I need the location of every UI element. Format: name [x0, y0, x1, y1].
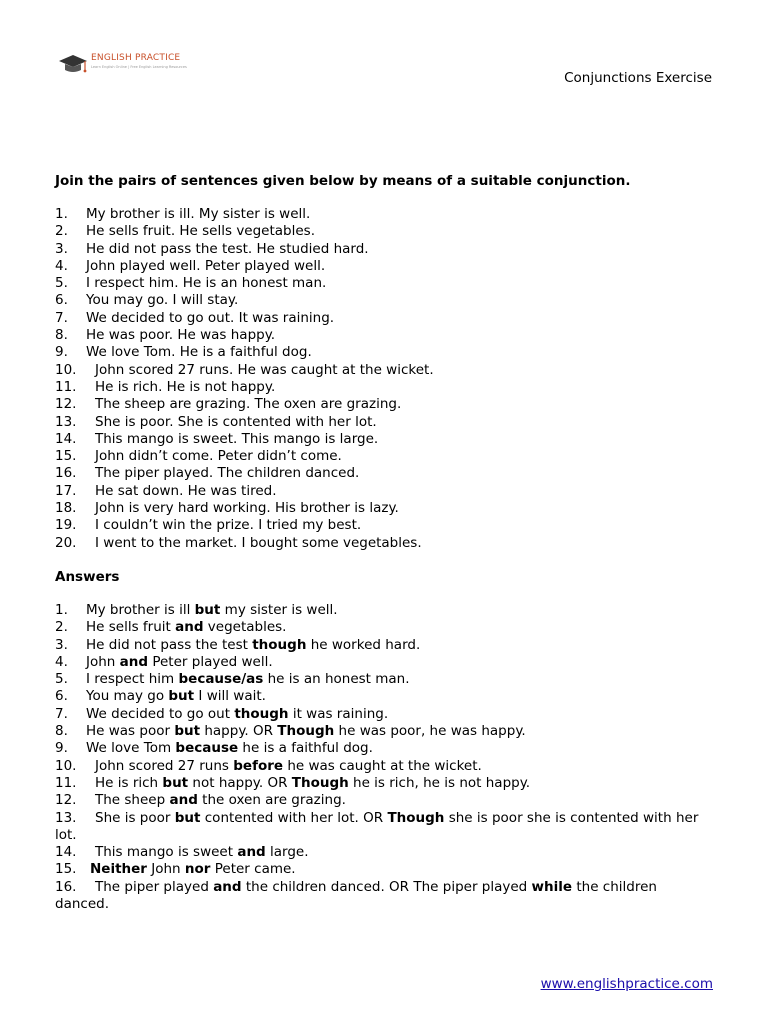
answer-number: 4.: [55, 653, 68, 670]
question-number: 18.: [55, 500, 77, 517]
answer-text: He is rich: [95, 774, 163, 791]
answer-item: [55, 602, 715, 619]
answer-number: 7.: [55, 705, 68, 722]
question-text: She is poor. She is contented with her lot.: [95, 413, 377, 430]
question-text: John is very hard working. His brother is lazy.: [95, 500, 399, 517]
question-item: [55, 241, 715, 258]
answer-number: 1.: [55, 602, 68, 618]
answer-text: he was poor, he was happy.: [334, 723, 526, 740]
answer-conjunction: Neither: [90, 861, 147, 878]
question-text: He sells fruit. He sells vegetables.: [86, 223, 315, 240]
answer-number: 15.: [55, 861, 77, 878]
question-number: 12.: [55, 396, 77, 413]
question-text: This mango is sweet. This mango is large.: [95, 430, 379, 447]
answer-number: 12.: [55, 792, 77, 809]
answer-item: [55, 792, 715, 809]
answer-item: [55, 775, 715, 792]
answer-number: 2.: [55, 619, 68, 636]
question-number: 3.: [55, 240, 68, 257]
logo-text: ENGLISH PRACTICE: [91, 53, 181, 63]
answer-number: 8.: [55, 723, 68, 740]
question-number: 19.: [55, 517, 77, 534]
answer-conjunction: but: [174, 809, 201, 826]
question-text: You may go. I will stay.: [86, 292, 239, 309]
answer-number: 9.: [55, 740, 68, 757]
question-number: 1.: [55, 206, 68, 222]
answer-text: We love Tom: [86, 740, 176, 757]
answer-text: John: [86, 653, 120, 670]
answer-conjunction: while: [531, 878, 573, 895]
answer-text: contented with her lot. OR: [200, 809, 388, 826]
answer-text: The piper played: [95, 878, 214, 895]
answer-number: 10.: [55, 757, 77, 774]
question-item: [55, 517, 715, 534]
answer-text: This mango is sweet: [95, 844, 238, 861]
answer-number: 3.: [55, 636, 68, 653]
answer-item: [55, 706, 715, 723]
question-item: [55, 414, 715, 431]
question-item: [55, 431, 715, 448]
answer-item: [55, 810, 715, 845]
answer-text: He did not pass the test: [86, 636, 253, 653]
question-text: John didn’t come. Peter didn’t come.: [95, 448, 342, 465]
answer-conjunction: Though: [277, 723, 335, 740]
answer-conjunction: but: [194, 602, 221, 618]
answer-text: she is poor she is contented with her lot.: [55, 809, 699, 843]
question-item: [55, 500, 715, 517]
answer-conjunction: but: [168, 688, 195, 705]
logo-tagline: Learn English Online | Free English Learning Resources: [91, 65, 187, 69]
answer-conjunction: but: [162, 774, 189, 791]
question-item: [55, 292, 715, 309]
question-text: I went to the market. I bought some vegetables.: [95, 534, 422, 551]
answer-item: [55, 654, 715, 671]
answer-text: He was poor: [86, 723, 175, 740]
answer-text: John: [146, 861, 185, 878]
question-item: [55, 275, 715, 292]
answer-item: [55, 879, 715, 914]
site-logo: [57, 50, 187, 80]
answer-text: John scored 27 runs: [95, 757, 234, 774]
answer-text: it was raining.: [288, 705, 389, 722]
question-item: [55, 223, 715, 240]
question-text: John scored 27 runs. He was caught at the wicket.: [95, 361, 434, 378]
answer-number: 13.: [55, 809, 77, 826]
question-number: 2.: [55, 223, 68, 240]
question-number: 4.: [55, 257, 68, 274]
question-number: 17.: [55, 482, 77, 499]
question-text: We decided to go out. It was raining.: [86, 309, 335, 326]
answer-number: 5.: [55, 671, 68, 688]
answer-conjunction: Though: [387, 809, 445, 826]
question-number: 13.: [55, 413, 77, 430]
question-item: [55, 535, 715, 552]
answer-text: We decided to go out: [86, 705, 235, 722]
question-item: [55, 327, 715, 344]
answer-text: the oxen are grazing.: [197, 792, 346, 809]
question-number: 8.: [55, 327, 68, 344]
question-number: 5.: [55, 275, 68, 292]
graduation-cap-icon: [57, 52, 89, 78]
question-text: I couldn’t win the prize. I tried my best.: [95, 517, 362, 534]
answer-text: not happy. OR: [188, 774, 292, 791]
question-text: The sheep are grazing. The oxen are grazing.: [95, 396, 402, 413]
answer-text: My brother is ill: [86, 602, 195, 618]
answer-text: The sheep: [95, 792, 170, 809]
answer-text: he worked hard.: [306, 636, 421, 653]
answer-text: he is an honest man.: [263, 671, 410, 688]
answer-text: the children danced.: [55, 878, 657, 913]
answer-conjunction: though: [252, 636, 307, 653]
page-header-title: Conjunctions Exercise: [564, 70, 712, 86]
question-item: [55, 206, 715, 223]
answer-number: 14.: [55, 844, 77, 861]
question-item: [55, 344, 715, 361]
answer-conjunction: and: [237, 844, 266, 861]
question-text: He is rich. He is not happy.: [95, 378, 276, 395]
answer-text: the children danced. OR The piper played: [241, 878, 532, 895]
question-number: 9.: [55, 344, 68, 361]
answer-conjunction: because: [175, 740, 239, 757]
question-list: [55, 206, 715, 552]
question-item: [55, 310, 715, 327]
answer-text: Peter came.: [210, 861, 296, 878]
answer-text: happy. OR: [200, 723, 278, 740]
answer-conjunction: and: [119, 653, 149, 670]
answer-item: [55, 723, 715, 740]
answer-list: [55, 602, 715, 913]
exercise-instruction: Join the pairs of sentences given below by means of a suitable conjunction.: [55, 173, 631, 189]
answer-text: he is a faithful dog.: [238, 740, 373, 757]
question-number: 6.: [55, 292, 68, 309]
answer-text: he is rich, he is not happy.: [348, 774, 531, 791]
answer-text: You may go: [86, 688, 169, 705]
question-number: 20.: [55, 534, 77, 551]
answer-item: [55, 740, 715, 757]
answers-heading: Answers: [55, 569, 120, 585]
question-item: [55, 396, 715, 413]
answer-conjunction: because/as: [178, 671, 264, 688]
question-text: My brother is ill. My sister is well.: [86, 206, 311, 222]
answer-conjunction: and: [213, 878, 242, 895]
answer-item: [55, 637, 715, 654]
answer-text: She is poor: [95, 809, 175, 826]
question-item: [55, 258, 715, 275]
answer-text: He sells fruit: [86, 619, 176, 636]
question-text: We love Tom. He is a faithful dog.: [86, 344, 312, 361]
answer-text: Peter played well.: [148, 653, 273, 670]
answer-conjunction: and: [169, 792, 198, 809]
answer-conjunction: but: [174, 723, 201, 740]
answer-item: [55, 861, 715, 878]
answer-conjunction: Though: [291, 774, 349, 791]
answer-text: I respect him: [86, 671, 179, 688]
answer-text: he was caught at the wicket.: [283, 757, 482, 774]
question-item: [55, 465, 715, 482]
question-item: [55, 362, 715, 379]
question-item: [55, 379, 715, 396]
question-number: 7.: [55, 309, 68, 326]
answer-conjunction: nor: [184, 861, 211, 878]
answer-number: 16.: [55, 878, 77, 895]
question-number: 10.: [55, 361, 77, 378]
answer-text: my sister is well.: [220, 602, 338, 618]
question-text: The piper played. The children danced.: [95, 465, 360, 482]
footer-website-link[interactable]: www.englishpractice.com: [540, 976, 713, 992]
question-text: I respect him. He is an honest man.: [86, 275, 327, 292]
question-text: He was poor. He was happy.: [86, 327, 276, 344]
answer-item: [55, 758, 715, 775]
answer-text: vegetables.: [203, 619, 287, 636]
answer-text: large.: [265, 844, 309, 861]
answer-item: [55, 844, 715, 861]
question-text: John played well. Peter played well.: [86, 257, 326, 274]
answer-item: [55, 688, 715, 705]
answer-item: [55, 671, 715, 688]
answer-number: 6.: [55, 688, 68, 705]
question-item: [55, 483, 715, 500]
answer-number: 11.: [55, 774, 77, 791]
question-text: He did not pass the test. He studied hard.: [86, 240, 369, 257]
question-number: 14.: [55, 430, 77, 447]
answer-conjunction: before: [233, 757, 284, 774]
answer-text: I will wait.: [194, 688, 266, 705]
question-item: [55, 448, 715, 465]
answer-conjunction: and: [175, 619, 204, 636]
answer-conjunction: though: [234, 705, 289, 722]
question-number: 16.: [55, 465, 77, 482]
question-text: He sat down. He was tired.: [95, 482, 277, 499]
question-number: 11.: [55, 378, 77, 395]
question-number: 15.: [55, 448, 77, 465]
answer-item: [55, 619, 715, 636]
